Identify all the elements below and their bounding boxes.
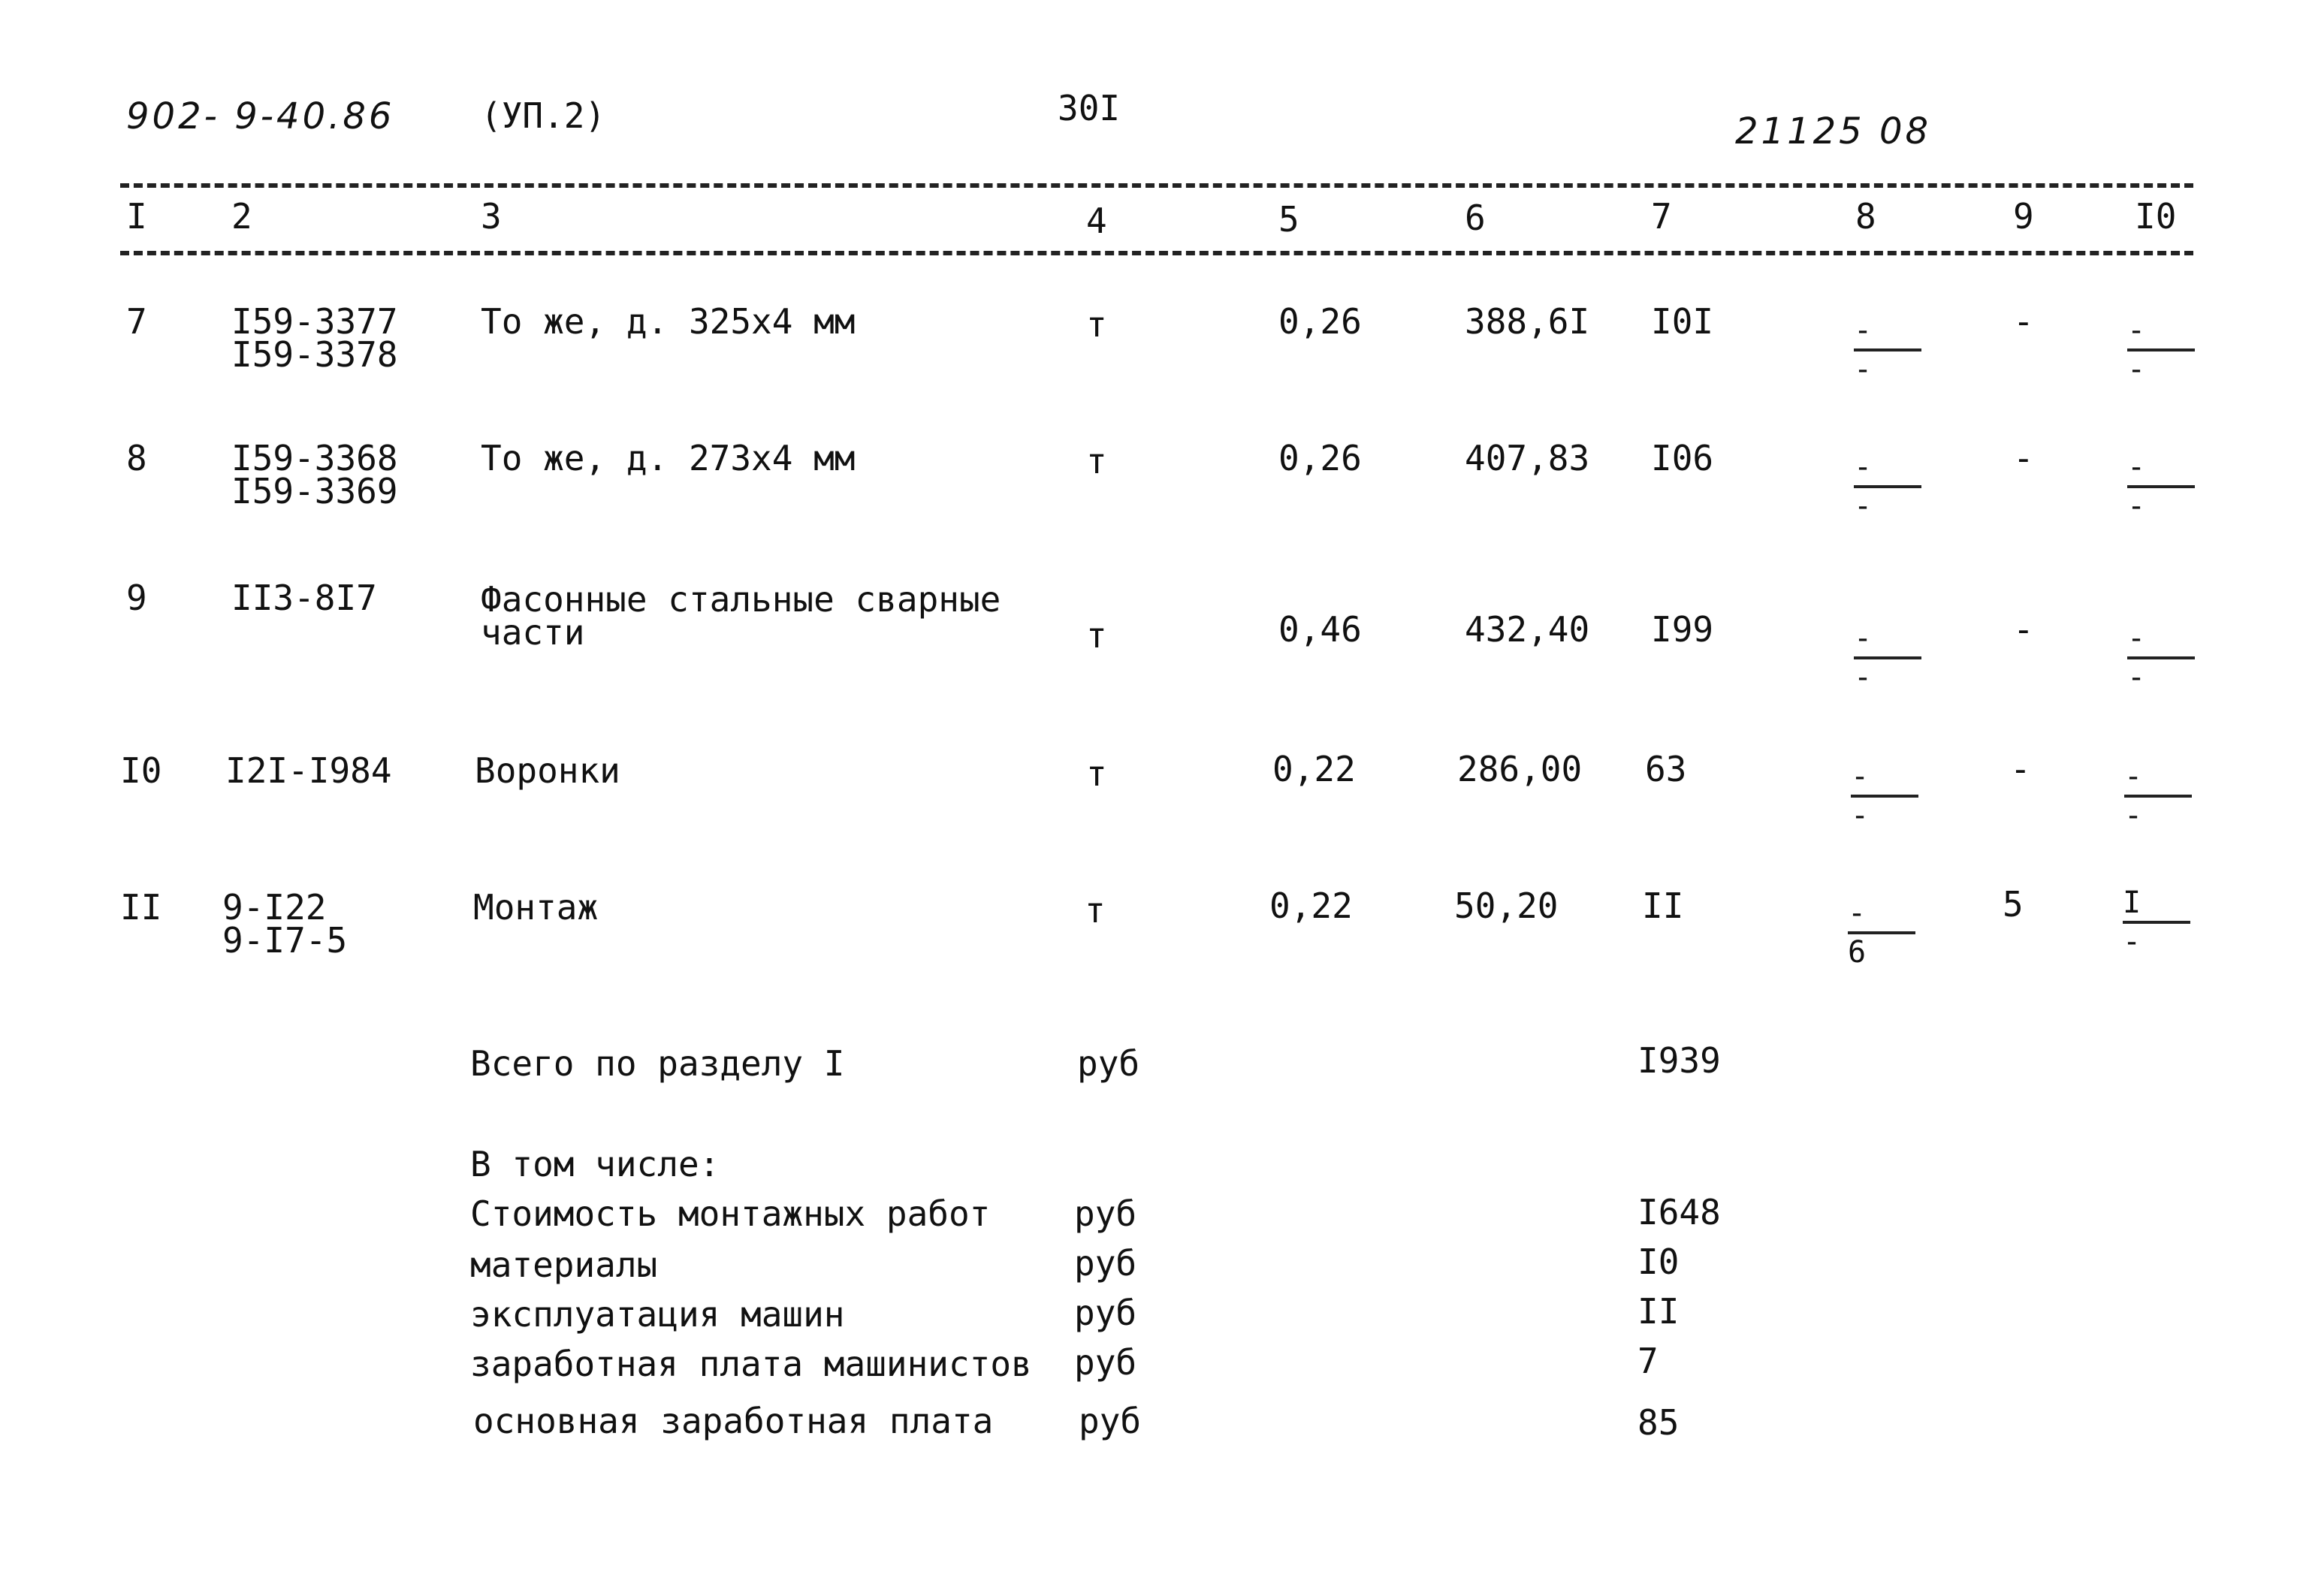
breakdown-unit: руб	[1074, 1243, 1137, 1284]
quantity: 0,22	[1272, 749, 1356, 789]
breakdown-value: I0	[1637, 1242, 1680, 1282]
breakdown-value: 7	[1637, 1341, 1659, 1381]
breakdown-value: 85	[1637, 1402, 1680, 1443]
column-header-1: I	[126, 196, 147, 237]
unit-price: 388,6I	[1465, 301, 1590, 342]
row-number: II	[120, 887, 162, 928]
section-total-label: Всего по разделу I	[470, 1043, 845, 1084]
column-8-fraction: - -	[1854, 315, 1921, 383]
breakdown-value: II	[1637, 1291, 1680, 1332]
column-10-fraction: - -	[2127, 452, 2195, 520]
column-header-10: I0	[2135, 196, 2177, 237]
norm-code: II3-8I7	[231, 578, 377, 618]
unit: т	[1086, 304, 1107, 345]
item-name: То же, д. 325х4 мм	[481, 301, 856, 342]
unit: т	[1086, 441, 1107, 481]
breakdown-label: основная заработная плата	[473, 1401, 994, 1441]
section-total-value: I939	[1637, 1040, 1721, 1081]
column-8-fraction: - -	[1854, 623, 1921, 691]
quantity: 0,26	[1278, 438, 1362, 478]
unit: т	[1086, 753, 1107, 794]
quantity: 0,46	[1278, 609, 1362, 650]
column-9-value: -	[2010, 749, 2031, 789]
page-number: 30I	[1058, 88, 1121, 128]
column-10-fraction: - -	[2127, 315, 2195, 383]
column-header-8: 8	[1855, 196, 1876, 237]
row-number: 9	[126, 578, 147, 618]
norm-code: I2I-I984	[225, 750, 392, 791]
breakdown-title: В том числе:	[470, 1144, 720, 1184]
document-code: 902- 9-40.86	[126, 95, 395, 137]
item-name: Воронки	[475, 750, 620, 791]
column-header-9: 9	[2013, 196, 2034, 237]
breakdown-label: материалы	[470, 1245, 658, 1285]
column-8-fraction: - -	[1854, 452, 1921, 520]
item-name: То же, д. 273х4 мм	[481, 438, 856, 478]
breakdown-label: Стоимость монтажных работ	[470, 1193, 991, 1234]
column-header-5: 5	[1278, 199, 1299, 240]
norm-code: I59-3378	[231, 334, 398, 375]
column-header-6: 6	[1465, 198, 1486, 238]
column-8-fraction: - 6	[1848, 898, 1915, 966]
column-header-7: 7	[1651, 196, 1672, 237]
breakdown-label: эксплуатация машин	[470, 1294, 845, 1335]
column-header-2: 2	[231, 196, 252, 237]
column-9-value: -	[2013, 301, 2034, 342]
column-10-fraction: - -	[2124, 762, 2192, 829]
total-cost: II	[1642, 885, 1684, 926]
norm-code: I59-3369	[231, 471, 398, 511]
norm-code: 9-I7-5	[222, 920, 348, 961]
total-cost: I0I	[1651, 301, 1714, 342]
column-10-fraction: I -	[2123, 888, 2190, 955]
sheet-code: 21125 08	[1735, 110, 1932, 152]
norm-code: I59-3377	[231, 301, 398, 342]
item-name: Монтаж	[473, 887, 599, 928]
total-cost: I99	[1651, 609, 1714, 650]
row-number: I0	[120, 750, 162, 791]
norm-code: I59-3368	[231, 438, 398, 478]
breakdown-unit: руб	[1074, 1293, 1137, 1333]
column-header-4: 4	[1086, 201, 1107, 241]
breakdown-unit: руб	[1074, 1193, 1137, 1234]
norm-code: 9-I22	[222, 887, 327, 928]
header-rule-top	[120, 183, 2193, 188]
item-name: Фасонные стальные сварные	[481, 579, 1001, 620]
total-cost: I06	[1651, 438, 1714, 478]
unit: т	[1085, 890, 1106, 931]
quantity: 0,22	[1269, 885, 1353, 926]
quantity: 0,26	[1278, 301, 1362, 342]
unit-price: 407,83	[1465, 438, 1590, 478]
column-10-fraction: - -	[2127, 623, 2195, 691]
unit: т	[1086, 615, 1107, 656]
breakdown-unit: руб	[1079, 1401, 1142, 1441]
column-9-value: -	[2013, 438, 2034, 478]
breakdown-unit: руб	[1074, 1342, 1137, 1383]
breakdown-label: заработная плата машинистов	[470, 1344, 1032, 1384]
row-number: 8	[126, 438, 147, 478]
unit-price: 432,40	[1465, 609, 1590, 650]
section-total-unit: руб	[1077, 1043, 1140, 1084]
total-cost: 63	[1645, 749, 1687, 789]
album-number: (УП.2)	[481, 95, 606, 136]
row-number: 7	[126, 301, 147, 342]
breakdown-value: I648	[1637, 1192, 1721, 1232]
column-header-3: 3	[481, 196, 502, 237]
column-9-value: 5	[2003, 884, 2024, 925]
unit-price: 50,20	[1454, 885, 1559, 926]
column-9-value: -	[2013, 609, 2034, 650]
item-name: части	[481, 612, 585, 653]
column-8-fraction: - -	[1851, 762, 1918, 829]
unit-price: 286,00	[1457, 749, 1583, 789]
header-rule-bottom	[120, 251, 2193, 255]
